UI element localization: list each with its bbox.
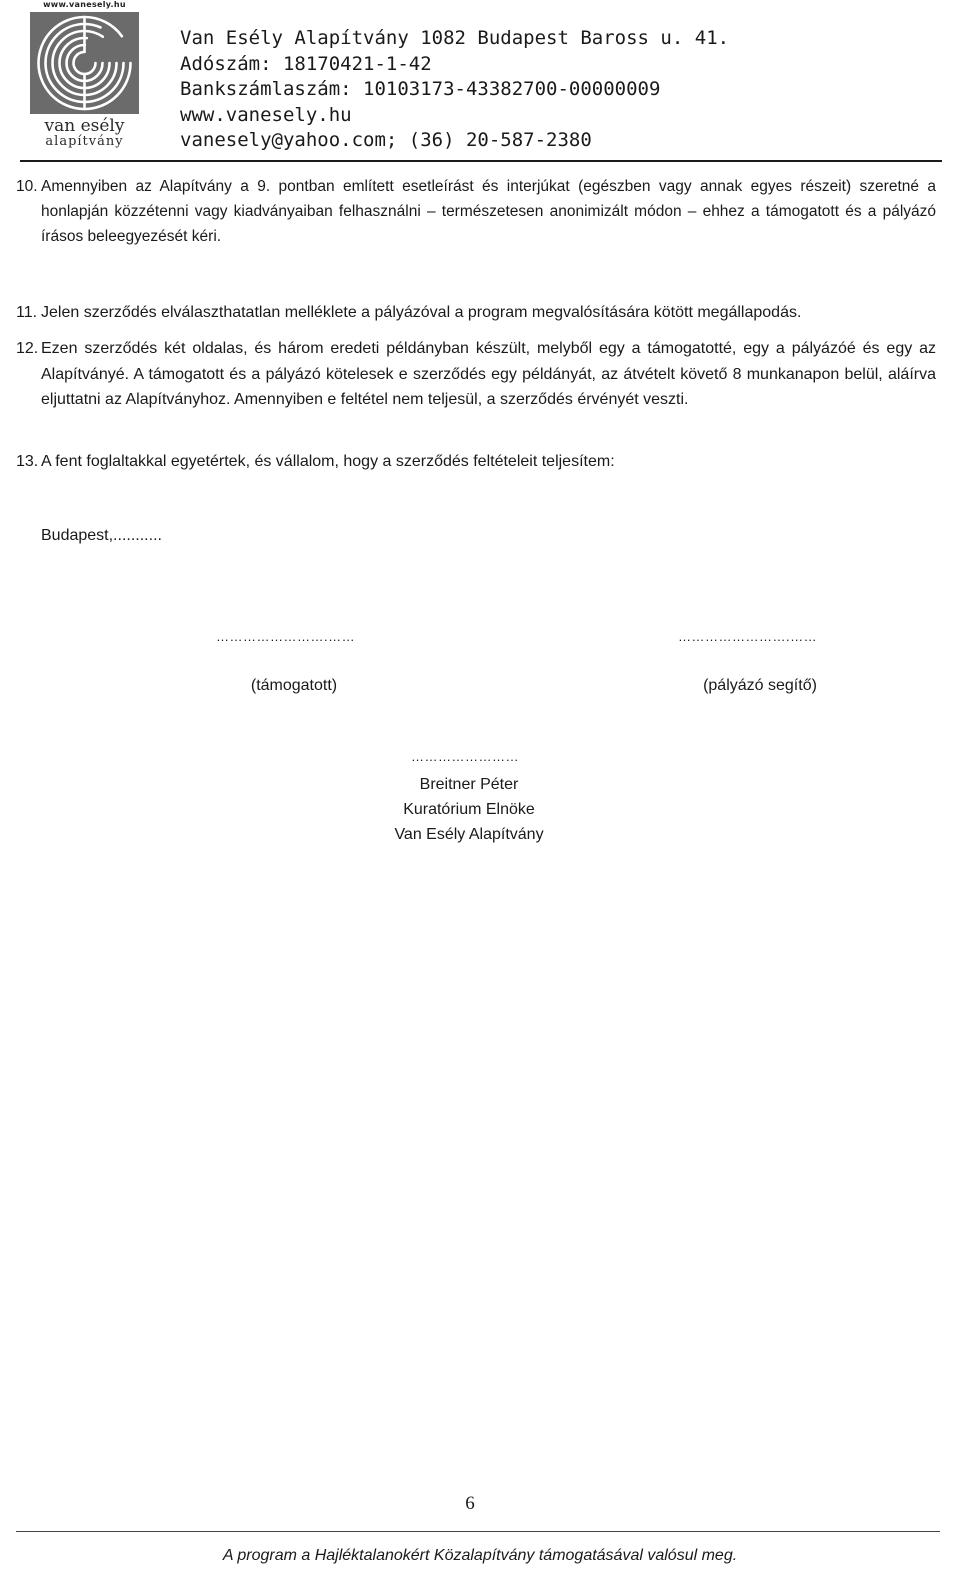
signatory-organization: Van Esély Alapítvány <box>394 826 544 843</box>
signature-label-helper: (pályázó segítő) <box>703 677 817 694</box>
item-text: A fent foglaltakkal egyetértek, és vállalom, hogy a szerződés feltételeit teljesítem: <box>41 453 615 470</box>
signature-line-helper: …………………….…… <box>678 629 818 644</box>
signatory-title: Kuratórium Elnöke <box>403 801 535 818</box>
signatory-name: Breitner Péter <box>419 776 519 793</box>
header-website: www.vanesely.hu <box>180 103 352 126</box>
item-number: 12. <box>16 340 39 357</box>
logo-name-line2: alapítvány <box>45 134 124 149</box>
item-number: 13. <box>16 453 39 470</box>
footer-divider <box>16 1531 940 1532</box>
signature-label-supported: (támogatott) <box>250 677 338 694</box>
item-number: 10. <box>16 178 38 195</box>
item-text: Jelen szerződés elválaszthatatlan melléklete a pályázóval a program megvalósítására kötött megállapodás. <box>41 304 802 321</box>
contract-item-11 <box>16 300 936 326</box>
labyrinth-logo-icon <box>30 12 139 114</box>
place-date-line: Budapest,........... <box>41 527 162 544</box>
signature-line-supported: …………………….…… <box>216 629 356 644</box>
contract-item-13 <box>16 449 936 475</box>
contract-item-10 <box>16 174 936 249</box>
header-contact-block <box>180 26 729 154</box>
item-text: Amennyiben az Alapítvány a 9. pontban említett esetleírást és interjúkat (egészben vagy annak egyes részeit) szeretné a honlapján közzétenni vagy kiadványaiban felhasználni – természetesen anonimizált módon – ehhez a támogatott és a pályázó írásos beleegyezését kéri. <box>41 178 936 245</box>
header-org-address: Van Esély Alapítvány 1082 Budapest Baross u. 41. <box>180 27 730 49</box>
logo-url-text: www.vanesely.hu <box>43 0 126 9</box>
header-divider <box>20 160 942 162</box>
signature-line-chair: …………………… <box>411 749 519 764</box>
logo-name-line1: van esély <box>44 116 125 136</box>
header-tax-number: Adószám: 18170421-1-42 <box>180 52 432 75</box>
item-text: Ezen szerződés két oldalas, és három eredeti példányban készült, melyből egy a támogatotté, egy a pályázóé és egy az Alapítványé. A támogatott és a pályázó kötelesek e szerződés egy példányát, az átvételt követő 8 munkanapon belül, aláírva eljuttatni az Alapítványhoz. Amennyiben e feltétel nem teljesül, a szerződés érvényét veszti. <box>41 340 936 408</box>
footer-note: A program a Hajléktalanokért Közalapítvány támogatásával valósul meg. <box>222 1547 738 1564</box>
foundation-logo <box>24 0 145 152</box>
header-bank-account: Bankszámlaszám: 10103173-43382700-00000009 <box>180 78 661 100</box>
header-email-phone: vanesely@yahoo.com; (36) 20-587-2380 <box>180 129 592 151</box>
contract-item-12 <box>16 336 936 413</box>
item-number: 11. <box>16 304 38 321</box>
page-number: 6 <box>465 1493 475 1514</box>
